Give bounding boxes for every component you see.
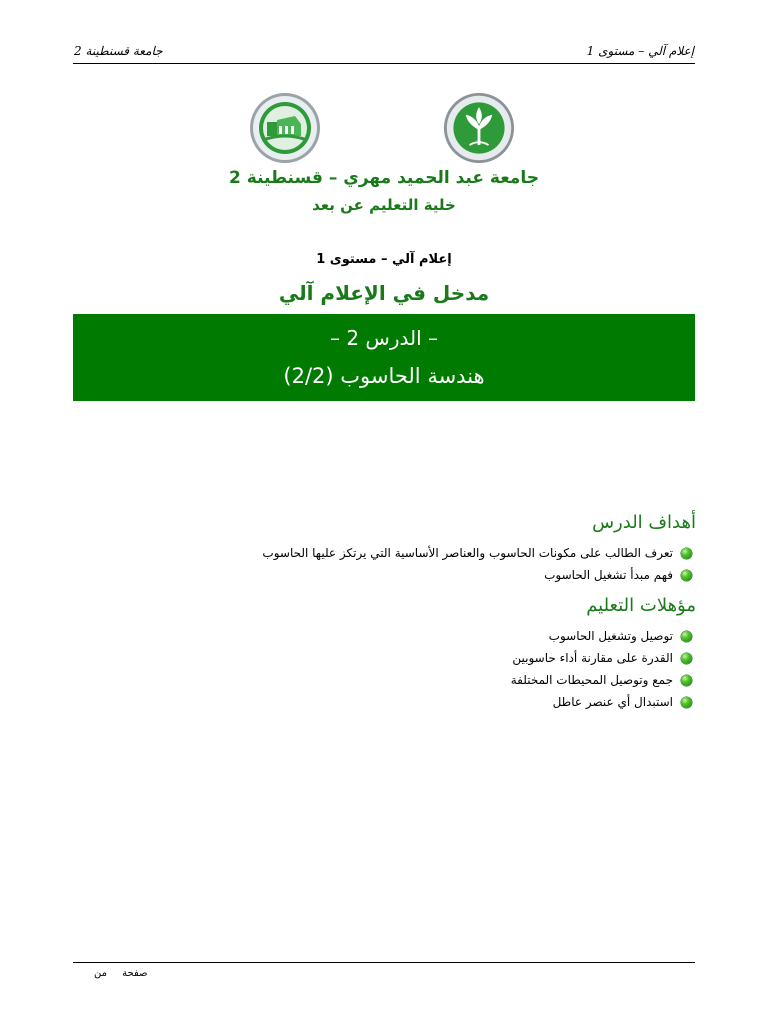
prerequisite-text: القدرة على مقارنة أداء حاسوبين xyxy=(512,651,673,665)
list-item xyxy=(511,625,692,647)
green-bullet-icon xyxy=(681,675,692,686)
university-logo xyxy=(249,92,321,164)
page-label: صفحة xyxy=(122,968,148,979)
header-module: إعلام آلي – مستوى 1 xyxy=(586,44,694,58)
header-university: جامعة قسنطينة 2 xyxy=(74,44,163,58)
green-bullet-icon xyxy=(681,570,692,581)
list-item xyxy=(262,542,692,564)
lesson-number: – الدرس 2 – xyxy=(329,326,439,350)
elearning-logo xyxy=(443,92,515,164)
objectives-list xyxy=(262,542,692,586)
list-item xyxy=(511,669,692,691)
lesson-title: هندسة الحاسوب (2/2) xyxy=(283,364,485,388)
list-item xyxy=(511,647,692,669)
prerequisite-text: جمع وتوصيل المحيطات المختلفة xyxy=(510,673,673,687)
objectives-heading: أهداف الدرس xyxy=(592,512,696,533)
objective-text: تعرف الطالب على مكونات الحاسوب والعناصر الأساسية التي يرتكز عليها الحاسوب xyxy=(262,546,673,560)
header-divider xyxy=(73,63,695,64)
of-label: من xyxy=(94,968,107,979)
objective-text: فهم مبدأ تشغيل الحاسوب xyxy=(544,568,673,582)
page-footer xyxy=(88,968,154,979)
green-bullet-icon xyxy=(681,631,692,642)
list-item xyxy=(262,564,692,586)
course-title: مدخل في الإعلام آلي xyxy=(278,281,490,305)
footer-divider xyxy=(73,962,695,963)
elearning-cell-name: خلية التعليم عن بعد xyxy=(312,196,456,214)
prerequisites-list xyxy=(511,625,692,713)
university-name: جامعة عبد الحميد مهري – قسنطينة 2 xyxy=(229,168,539,188)
green-bullet-icon xyxy=(681,697,692,708)
prerequisites-heading: مؤهلات التعليم xyxy=(586,595,696,616)
list-item xyxy=(511,691,692,713)
prerequisite-text: استبدال أي عنصر عاطل xyxy=(552,695,673,709)
green-bullet-icon xyxy=(681,548,692,559)
prerequisite-text: توصيل وتشغيل الحاسوب xyxy=(548,629,673,643)
green-bullet-icon xyxy=(681,653,692,664)
lesson-banner xyxy=(73,314,695,401)
module-subtitle: إعلام آلي – مستوى 1 xyxy=(316,252,452,267)
